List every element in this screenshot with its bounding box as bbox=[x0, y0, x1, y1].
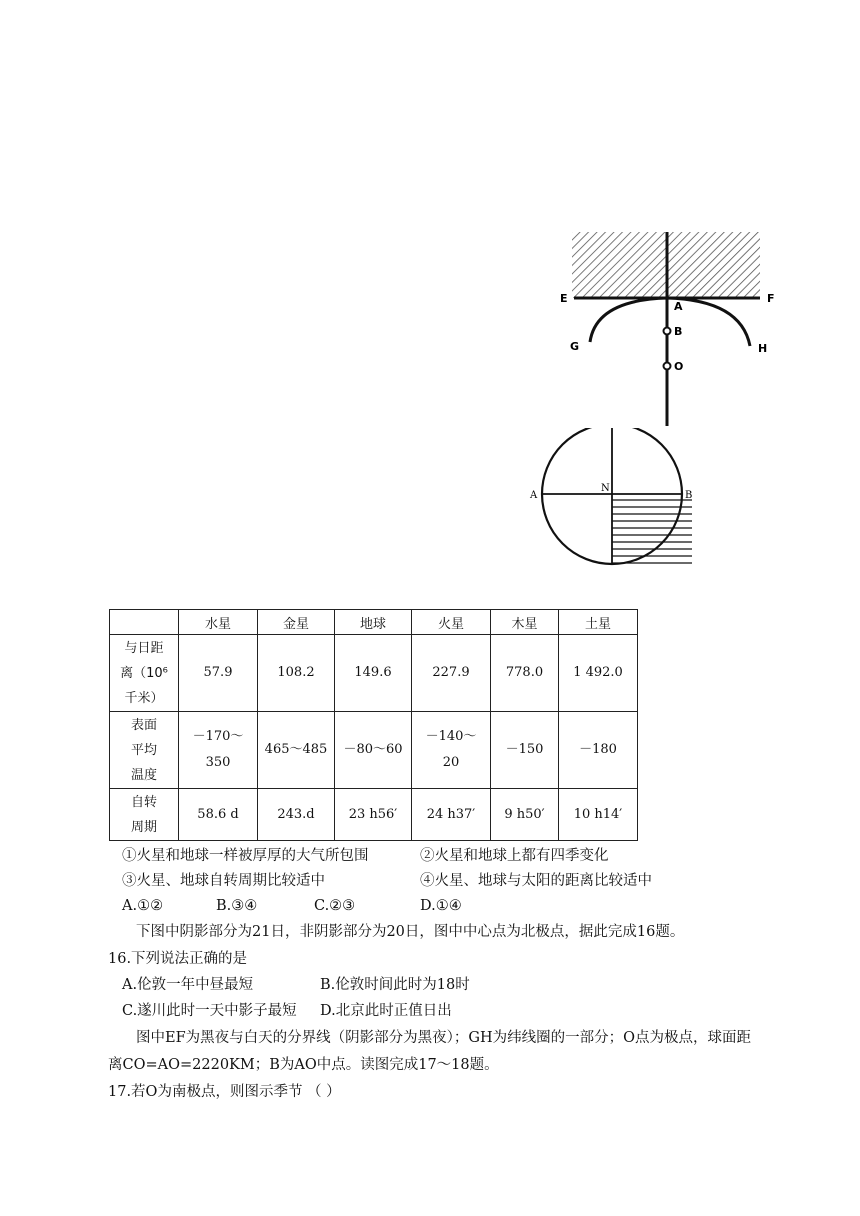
table-header: 木星 bbox=[491, 610, 559, 635]
intro-16: 下图中阴影部分为21日，非阴影部分为20日，图中中心点为北极点，据此完成16题。 bbox=[136, 924, 685, 940]
table-cell: 227.9 bbox=[412, 635, 491, 712]
table-header: 水星 bbox=[179, 610, 258, 635]
table-cell: 10 h14′ bbox=[559, 789, 638, 841]
table-cell: －80～60 bbox=[335, 712, 412, 789]
table-row bbox=[110, 789, 638, 841]
intro-17-line1: 图中EF为黑夜与白天的分界线（阴影部分为黑夜）；GH为纬线圈的一部分；O点为极点，球面距 bbox=[136, 1030, 752, 1046]
label-o: O bbox=[674, 360, 684, 373]
latitude-arc-gh bbox=[590, 298, 750, 346]
intro-17-line2: 离CO=AO=2220KM；B为AO中点。读图完成17～18题。 bbox=[108, 1057, 499, 1073]
option-3: ③火星、地球自转周期比较适中 bbox=[122, 873, 325, 889]
table-row bbox=[110, 635, 638, 712]
row-label-distance: 与日距 离（10⁶ 千米） bbox=[110, 635, 179, 712]
label-h: H bbox=[758, 342, 768, 355]
table-cell: 57.9 bbox=[179, 635, 258, 712]
label-b: B bbox=[685, 490, 693, 501]
option-4: ④火星、地球与太阳的距离比较适中 bbox=[420, 873, 652, 889]
label-g: G bbox=[570, 340, 580, 353]
table-cell: －170～ 350 bbox=[179, 712, 258, 789]
answer-b: B.③④ bbox=[216, 898, 258, 914]
table-cell: 465～485 bbox=[258, 712, 335, 789]
table-header-row bbox=[110, 610, 638, 635]
table-cell: 243.d bbox=[258, 789, 335, 841]
point-b-marker bbox=[664, 328, 671, 335]
row-label-temperature: 表面 平均 温度 bbox=[110, 712, 179, 789]
table-cell: －180 bbox=[559, 712, 638, 789]
table-cell: 23 h56′ bbox=[335, 789, 412, 841]
table-cell: 58.6 d bbox=[179, 789, 258, 841]
q16-option-a: A.伦敦一年中昼最短 bbox=[122, 977, 254, 993]
table-corner-cell bbox=[110, 610, 179, 635]
table-cell: －140～ 20 bbox=[412, 712, 491, 789]
row-label-rotation: 自转 周期 bbox=[110, 789, 179, 841]
table-cell: 108.2 bbox=[258, 635, 335, 712]
label-n: N bbox=[601, 483, 610, 494]
label-f: F bbox=[767, 292, 775, 305]
table-header: 土星 bbox=[559, 610, 638, 635]
question-17: 17.若O为南极点，则图示季节 （ ） bbox=[108, 1084, 341, 1100]
point-o-marker bbox=[664, 363, 671, 370]
label-e: E bbox=[560, 292, 568, 305]
table-cell: 1 492.0 bbox=[559, 635, 638, 712]
table-cell: 24 h37′ bbox=[412, 789, 491, 841]
label-b: B bbox=[674, 325, 683, 338]
answer-d: D.①④ bbox=[420, 898, 462, 914]
q16-option-b: B.伦敦时间此时为18时 bbox=[320, 977, 470, 993]
table-cell: 9 h50′ bbox=[491, 789, 559, 841]
answer-a: A.①② bbox=[122, 898, 164, 914]
table-header: 金星 bbox=[258, 610, 335, 635]
table-cell: 149.6 bbox=[335, 635, 412, 712]
question-16: 16.下列说法正确的是 bbox=[108, 951, 248, 967]
terminator-diagram bbox=[556, 230, 778, 428]
q16-option-d: D.北京此时正值日出 bbox=[320, 1003, 452, 1019]
shaded-quadrant bbox=[542, 428, 692, 564]
label-a: A bbox=[530, 490, 538, 501]
q16-option-c: C.遂川此时一天中影子最短 bbox=[122, 1003, 297, 1019]
polar-view-diagram bbox=[528, 428, 698, 568]
answer-c: C.②③ bbox=[314, 898, 356, 914]
option-2: ②火星和地球上都有四季变化 bbox=[420, 848, 609, 864]
label-a: A bbox=[674, 300, 683, 313]
table-row bbox=[110, 712, 638, 789]
table-cell: 778.0 bbox=[491, 635, 559, 712]
table-header: 地球 bbox=[335, 610, 412, 635]
table-header: 火星 bbox=[412, 610, 491, 635]
planet-data-table bbox=[109, 609, 638, 841]
table-cell: －150 bbox=[491, 712, 559, 789]
option-1: ①火星和地球一样被厚厚的大气所包围 bbox=[122, 848, 369, 864]
